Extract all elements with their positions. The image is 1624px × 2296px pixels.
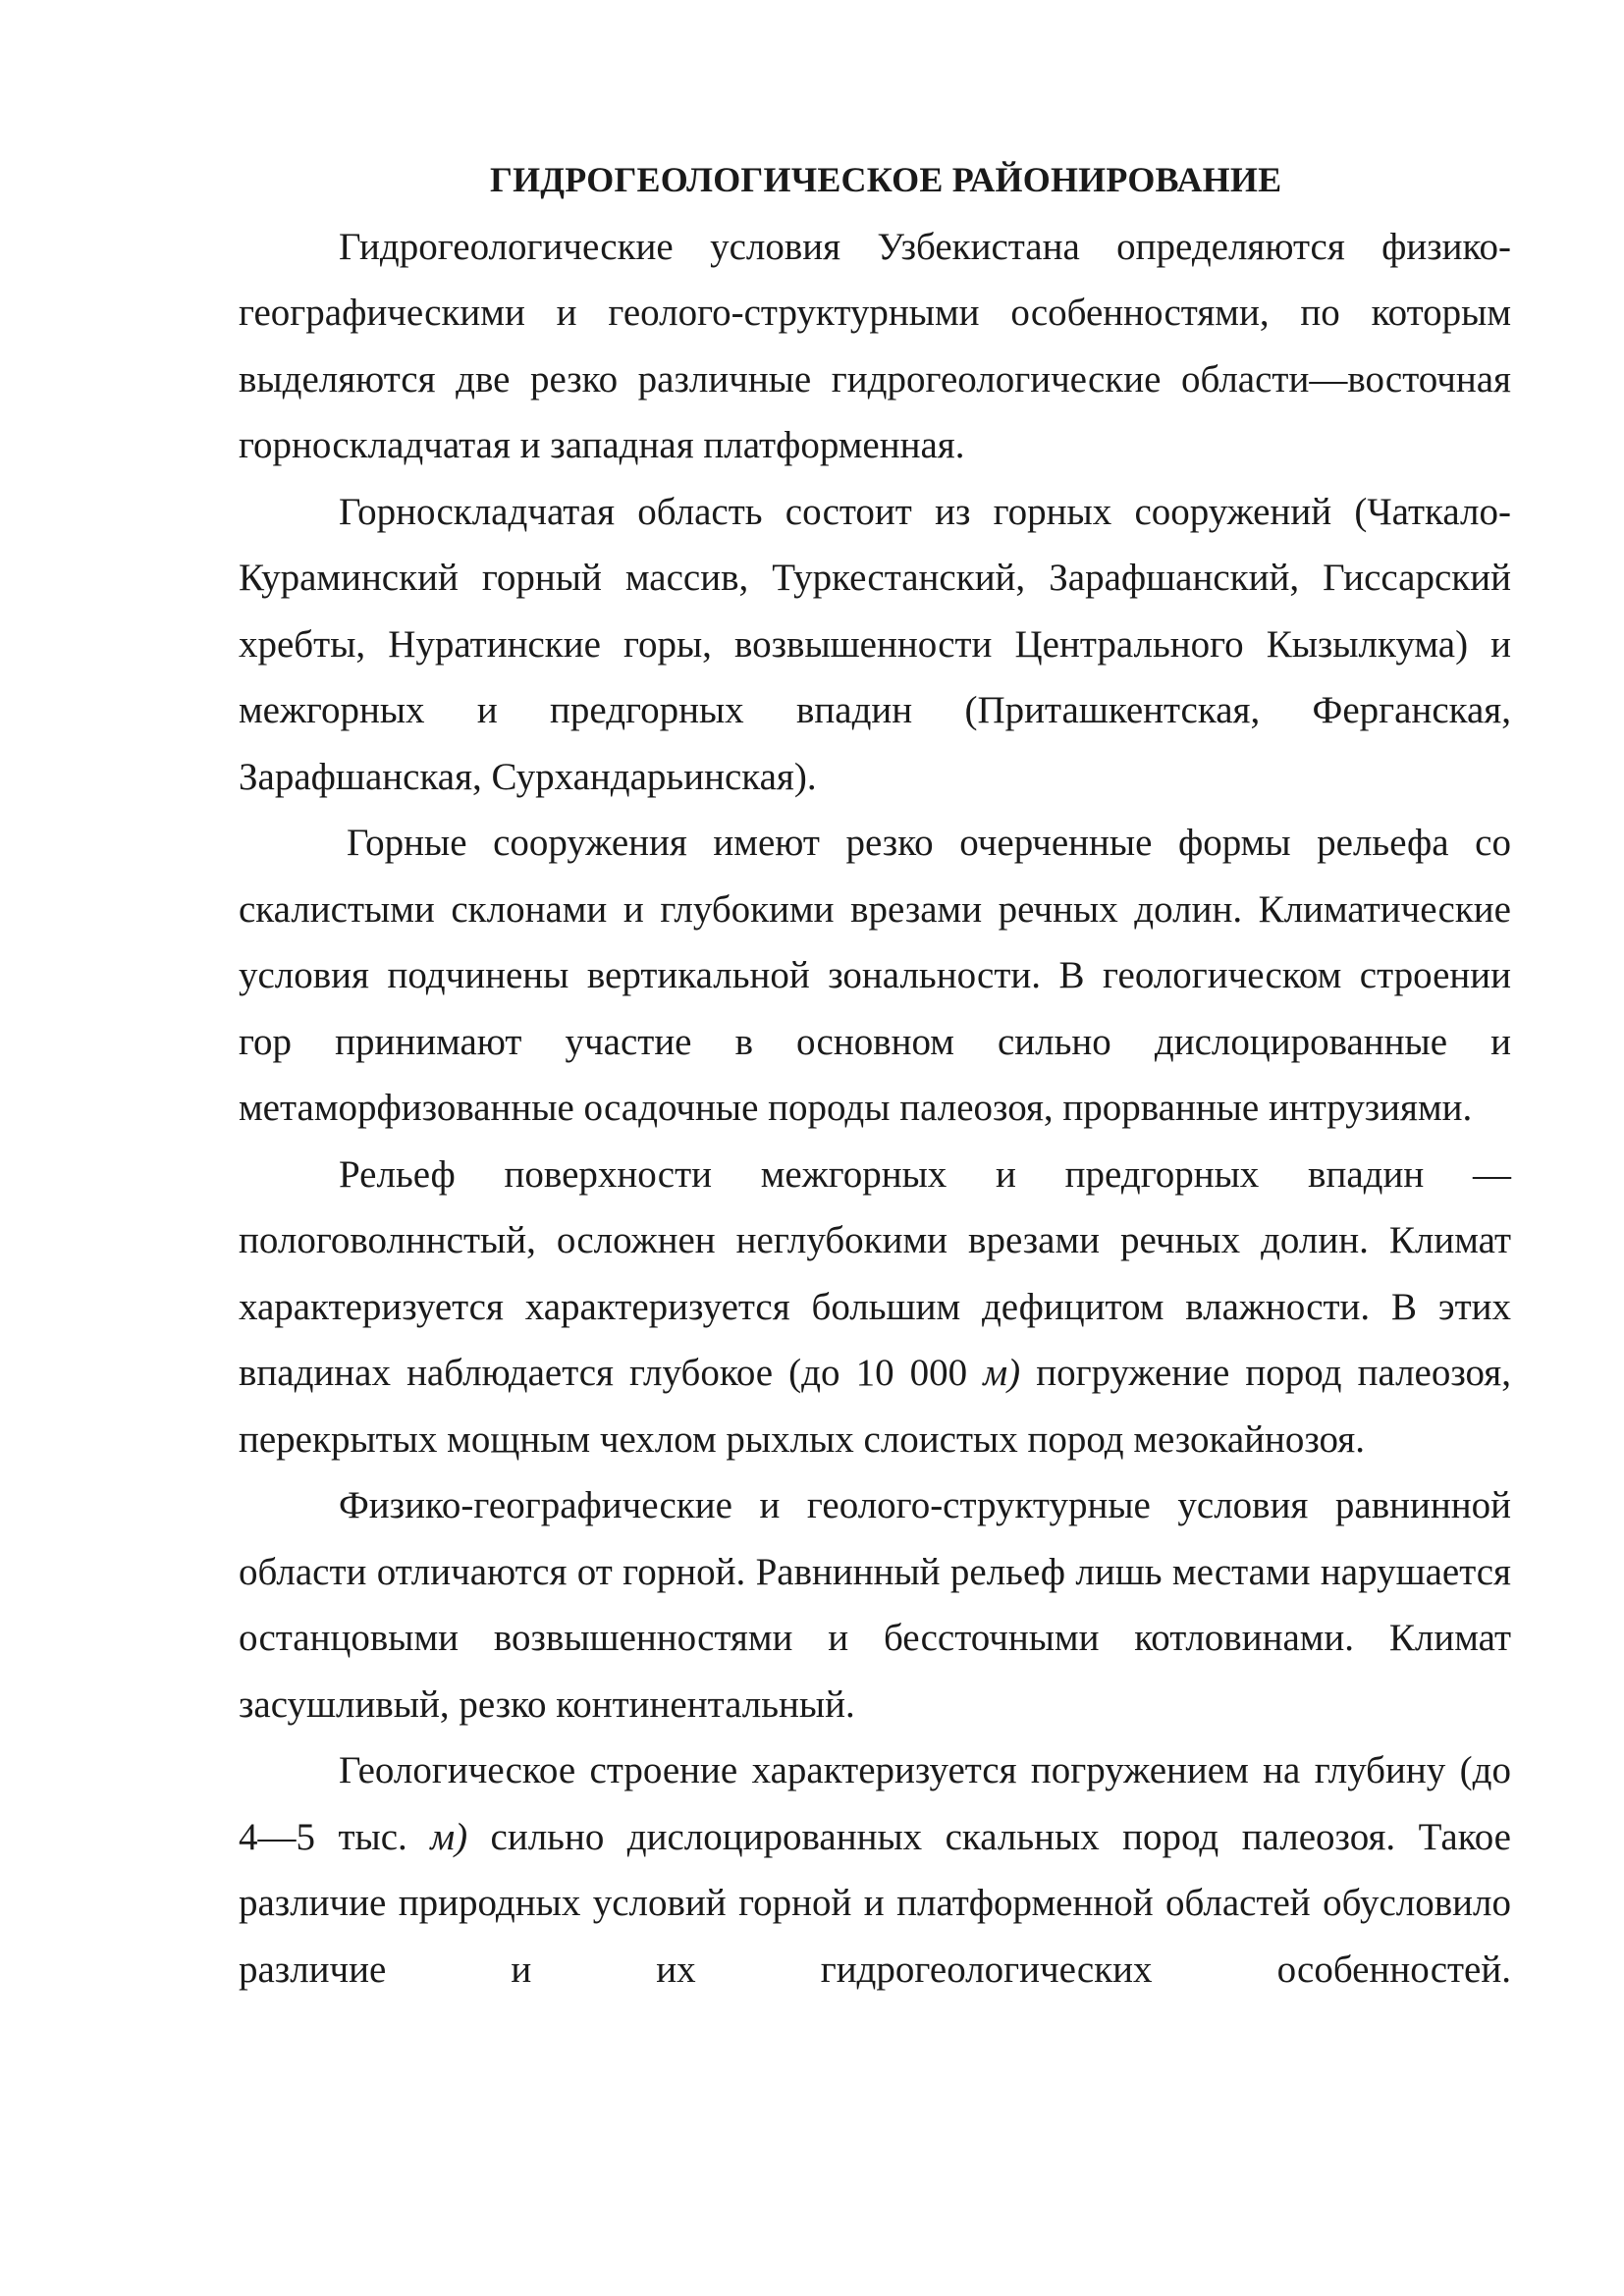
paragraph-intermountain-depressions bbox=[239, 1142, 1511, 1473]
unit-metres: м) bbox=[430, 1815, 468, 1858]
document-body bbox=[239, 147, 1511, 2002]
paragraph-text-part: сильно дислоцированных скальных пород палеозоя. Такое различие природных условий горной и платформенной областей обусловило различие и их гидрогеологических особенностей. bbox=[239, 1815, 1511, 1991]
paragraph-plain-region: Физико-географические и геолого-структурные условия равнинной области отличаются от горной. Равнинный рельеф лишь местами нарушается останцовыми возвышенностями и бессточными котловинами. Климат засушливый, резко континентальный. bbox=[239, 1484, 1511, 1726]
paragraph-geological-structure bbox=[239, 1737, 1511, 2002]
paragraph-mountain-region: Горноскладчатая область состоит из горных сооружений (Чаткало-Кураминский горный массив, Туркестанский, Зарафшанский, Гиссарский хребты, Нуратинские горы, возвышенности Центрального Кызылкума) и межгорных и предгорных впадин (Приташкентская, Ферганская, Зарафшанская, Сурхандарьинская). bbox=[239, 490, 1511, 798]
unit-metres: м) bbox=[983, 1352, 1021, 1394]
paragraph-intro: Гидрогеологические условия Узбекистана определяются физико-географическими и геолого-структурными особенностями, по которым выделяются две резко различные гидрогеологические области—восточная горноскладчатая и западная платформенная. bbox=[239, 225, 1511, 466]
paragraph-text-part: погружение пород палеозоя, перекрытых мощным чехлом рыхлых слоистых пород мезокайнозоя. bbox=[239, 1352, 1511, 1461]
section-heading: ГИДРОГЕОЛОГИЧЕСКОЕ РАЙОНИРОВАНИЕ bbox=[490, 160, 1282, 199]
paragraph-text-part: Рельеф поверхности межгорных и предгорных впадин — пологоволннстый, осложнен неглубокими врезами речных долин. Климат характеризуется характеризуется большим дефицитом влажности. В этих впадинах наблюдается глубокое (до 10 000 bbox=[239, 1152, 1511, 1394]
paragraph-text-part: Геологическое строение характеризуется погружением на глубину (до 4—5 тыс. bbox=[239, 1749, 1511, 1858]
paragraph-mountain-structures: Горные сооружения имеют резко очерченные формы рельефа со скалистыми склонами и глубокими врезами речных долин. Климатические условия подчинены вертикальной зональности. В геологическом строении гор принимают участие в основном сильно дислоцированные и метаморфизованные осадочные породы палеозоя, прорванные интрузиями. bbox=[239, 822, 1511, 1129]
